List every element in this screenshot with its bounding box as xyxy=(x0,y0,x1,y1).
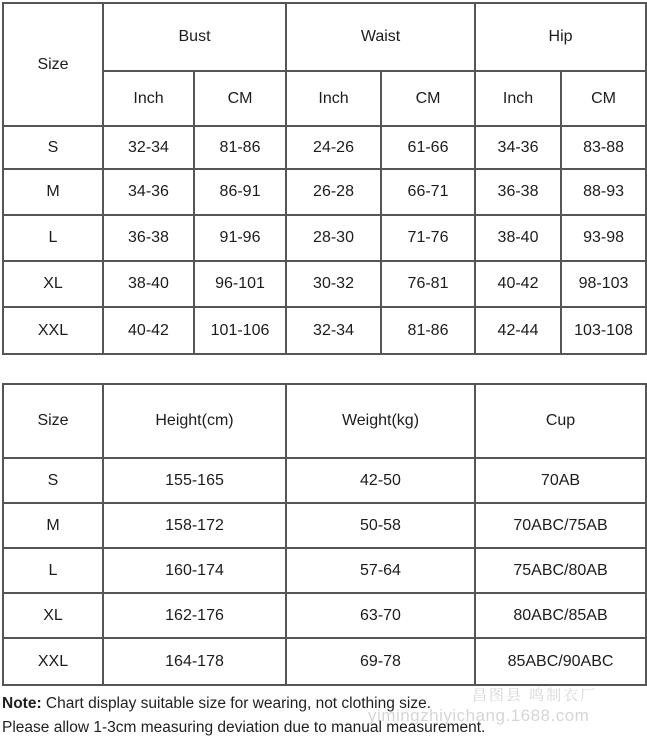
waist-inch-cell: 28-30 xyxy=(286,215,381,261)
weight-cell: 63-70 xyxy=(286,593,475,638)
size-header: Size xyxy=(3,384,103,458)
unit-header: CM xyxy=(381,71,475,126)
weight-cell: 42-50 xyxy=(286,458,475,503)
unit-header: Inch xyxy=(103,71,194,126)
bust-cm-cell: 91-96 xyxy=(194,215,286,261)
bust-inch-cell: 38-40 xyxy=(103,261,194,307)
table-row xyxy=(3,307,646,354)
waist-inch-cell: 32-34 xyxy=(286,307,381,354)
cup-cell: 75ABC/80AB xyxy=(475,548,646,593)
height-cell: 160-174 xyxy=(103,548,286,593)
waist-inch-cell: 24-26 xyxy=(286,126,381,169)
hip-inch-cell: 38-40 xyxy=(475,215,561,261)
size-cell: S xyxy=(3,126,103,169)
size-cell: M xyxy=(3,169,103,215)
body-size-table xyxy=(2,383,647,686)
size-cell: L xyxy=(3,548,103,593)
unit-header: Inch xyxy=(475,71,561,126)
height-cell: 155-165 xyxy=(103,458,286,503)
table-row xyxy=(3,458,646,503)
bust-header: Bust xyxy=(103,3,286,71)
size-cell: XL xyxy=(3,261,103,307)
bust-inch-cell: 40-42 xyxy=(103,307,194,354)
size-cell: XXL xyxy=(3,638,103,685)
waist-cm-cell: 66-71 xyxy=(381,169,475,215)
watermark-url: yimingzhiyichang.1688.com xyxy=(368,706,590,725)
note-line-1 xyxy=(2,695,431,713)
hip-cm-cell: 83-88 xyxy=(561,126,646,169)
watermark-chinese: 昌图县 鸣制衣厂 xyxy=(472,687,598,704)
weight-cell: 69-78 xyxy=(286,638,475,685)
size-cell: S xyxy=(3,458,103,503)
unit-header: Inch xyxy=(286,71,381,126)
hip-cm-cell: 88-93 xyxy=(561,169,646,215)
cup-cell: 80ABC/85AB xyxy=(475,593,646,638)
height-cell: 162-176 xyxy=(103,593,286,638)
note-text: Chart display suitable size for wearing, not clothing size. xyxy=(41,695,432,712)
table-row xyxy=(3,548,646,593)
hip-inch-cell: 42-44 xyxy=(475,307,561,354)
hip-header: Hip xyxy=(475,3,646,71)
weight-header: Weight(kg) xyxy=(286,384,475,458)
bust-inch-cell: 34-36 xyxy=(103,169,194,215)
cup-header: Cup xyxy=(475,384,646,458)
height-cell: 158-172 xyxy=(103,503,286,548)
weight-cell: 57-64 xyxy=(286,548,475,593)
bust-cm-cell: 101-106 xyxy=(194,307,286,354)
unit-header: CM xyxy=(194,71,286,126)
table-row xyxy=(3,638,646,685)
size-cell: M xyxy=(3,503,103,548)
note-line-2: Please allow 1-3cm measuring deviation due to manual measurement. xyxy=(2,719,486,736)
bust-cm-cell: 96-101 xyxy=(194,261,286,307)
table-row xyxy=(3,215,646,261)
table-row xyxy=(3,503,646,548)
unit-header: CM xyxy=(561,71,646,126)
table-row xyxy=(3,126,646,169)
size-cell: L xyxy=(3,215,103,261)
waist-cm-cell: 81-86 xyxy=(381,307,475,354)
weight-cell: 50-58 xyxy=(286,503,475,548)
hip-cm-cell: 103-108 xyxy=(561,307,646,354)
size-header: Size xyxy=(3,3,103,126)
waist-inch-cell: 30-32 xyxy=(286,261,381,307)
hip-inch-cell: 36-38 xyxy=(475,169,561,215)
waist-inch-cell: 26-28 xyxy=(286,169,381,215)
size-cell: XXL xyxy=(3,307,103,354)
bust-cm-cell: 86-91 xyxy=(194,169,286,215)
waist-header: Waist xyxy=(286,3,475,71)
bust-cm-cell: 81-86 xyxy=(194,126,286,169)
hip-cm-cell: 98-103 xyxy=(561,261,646,307)
table-row xyxy=(3,261,646,307)
waist-cm-cell: 61-66 xyxy=(381,126,475,169)
table-row xyxy=(3,169,646,215)
height-cell: 164-178 xyxy=(103,638,286,685)
table-row xyxy=(3,593,646,638)
hip-inch-cell: 34-36 xyxy=(475,126,561,169)
bust-inch-cell: 32-34 xyxy=(103,126,194,169)
waist-cm-cell: 76-81 xyxy=(381,261,475,307)
size-cell: XL xyxy=(3,593,103,638)
waist-cm-cell: 71-76 xyxy=(381,215,475,261)
note-label: Note: xyxy=(2,695,42,712)
cup-cell: 70ABC/75AB xyxy=(475,503,646,548)
measurements-table xyxy=(2,2,647,355)
hip-cm-cell: 93-98 xyxy=(561,215,646,261)
bust-inch-cell: 36-38 xyxy=(103,215,194,261)
cup-cell: 70AB xyxy=(475,458,646,503)
hip-inch-cell: 40-42 xyxy=(475,261,561,307)
height-header: Height(cm) xyxy=(103,384,286,458)
cup-cell: 85ABC/90ABC xyxy=(475,638,646,685)
